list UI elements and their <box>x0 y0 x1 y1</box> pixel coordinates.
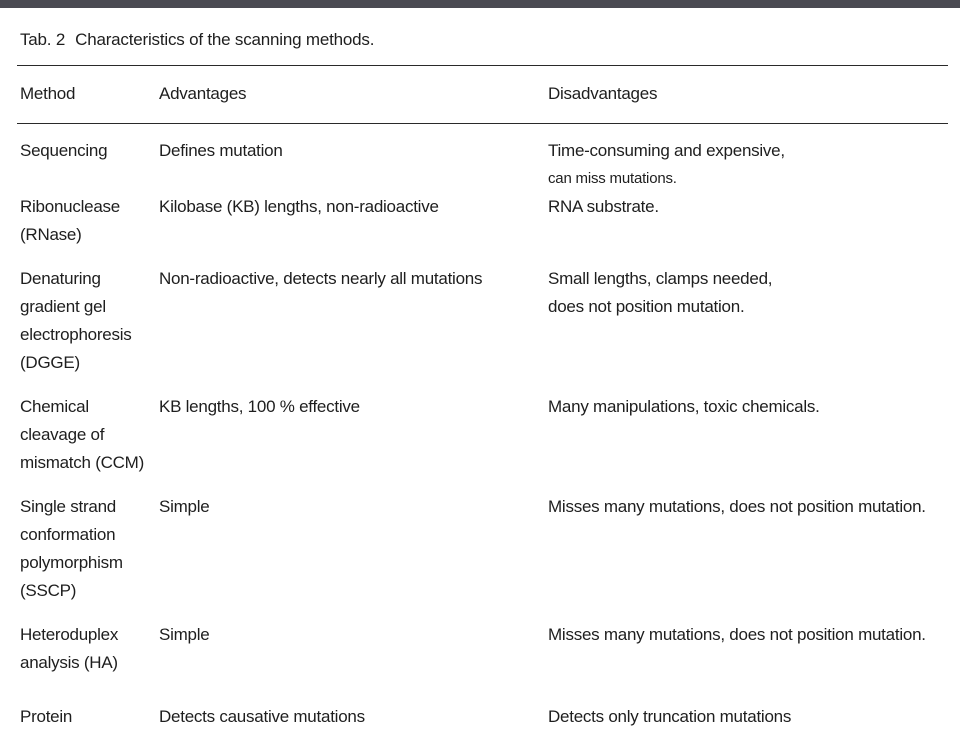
row-advantages: Kilobase (KB) lengths, non-radioactive <box>159 197 439 216</box>
row-disadvantages: Small lengths, clamps needed, does not position mutation. <box>548 269 773 316</box>
table-caption <box>20 30 374 50</box>
top-border-bar <box>0 0 960 8</box>
header-disadvantages: Disadvantages <box>548 84 658 103</box>
table-caption-label: Tab. 2 <box>20 30 66 49</box>
row-method: Sequencing <box>20 141 108 160</box>
row-disadvantages: RNA substrate. <box>548 197 659 216</box>
table-header-rule <box>17 123 948 124</box>
row-disadvantages: Detects only truncation mutations <box>548 707 792 726</box>
row-advantages: KB lengths, 100 % effective <box>159 397 360 416</box>
row-method: Heteroduplex analysis (HA) <box>20 625 119 672</box>
row-method: Chemical cleavage of mismatch (CCM) <box>20 397 144 472</box>
row-disadvantages: Time-consuming and expensive, <box>548 141 785 160</box>
header-advantages: Advantages <box>159 84 247 103</box>
table-caption-text: Characteristics of the scanning methods. <box>75 30 375 49</box>
row-advantages: Simple <box>159 625 210 644</box>
header-method: Method <box>20 84 76 103</box>
row-disadvantages: Misses many mutations, does not position mutation. <box>548 497 926 516</box>
row-method: Ribonuclease (RNase) <box>20 197 121 244</box>
row-method: Protein <box>20 707 73 726</box>
row-advantages: Detects causative mutations <box>159 707 365 726</box>
row-disadvantages: Many manipulations, toxic chemicals. <box>548 397 820 416</box>
row-advantages: Defines mutation <box>159 141 283 160</box>
table-top-rule <box>17 65 948 66</box>
row-method: Single strand conformation polymorphism (SSCP) <box>20 497 123 600</box>
row-disadvantages-continued: can miss mutations. <box>548 170 677 187</box>
row-advantages: Non-radioactive, detects nearly all mutations <box>159 269 483 288</box>
row-disadvantages: Misses many mutations, does not position mutation. <box>548 625 926 644</box>
row-advantages: Simple <box>159 497 210 516</box>
row-method: Denaturing gradient gel electrophoresis (DGGE) <box>20 269 132 372</box>
